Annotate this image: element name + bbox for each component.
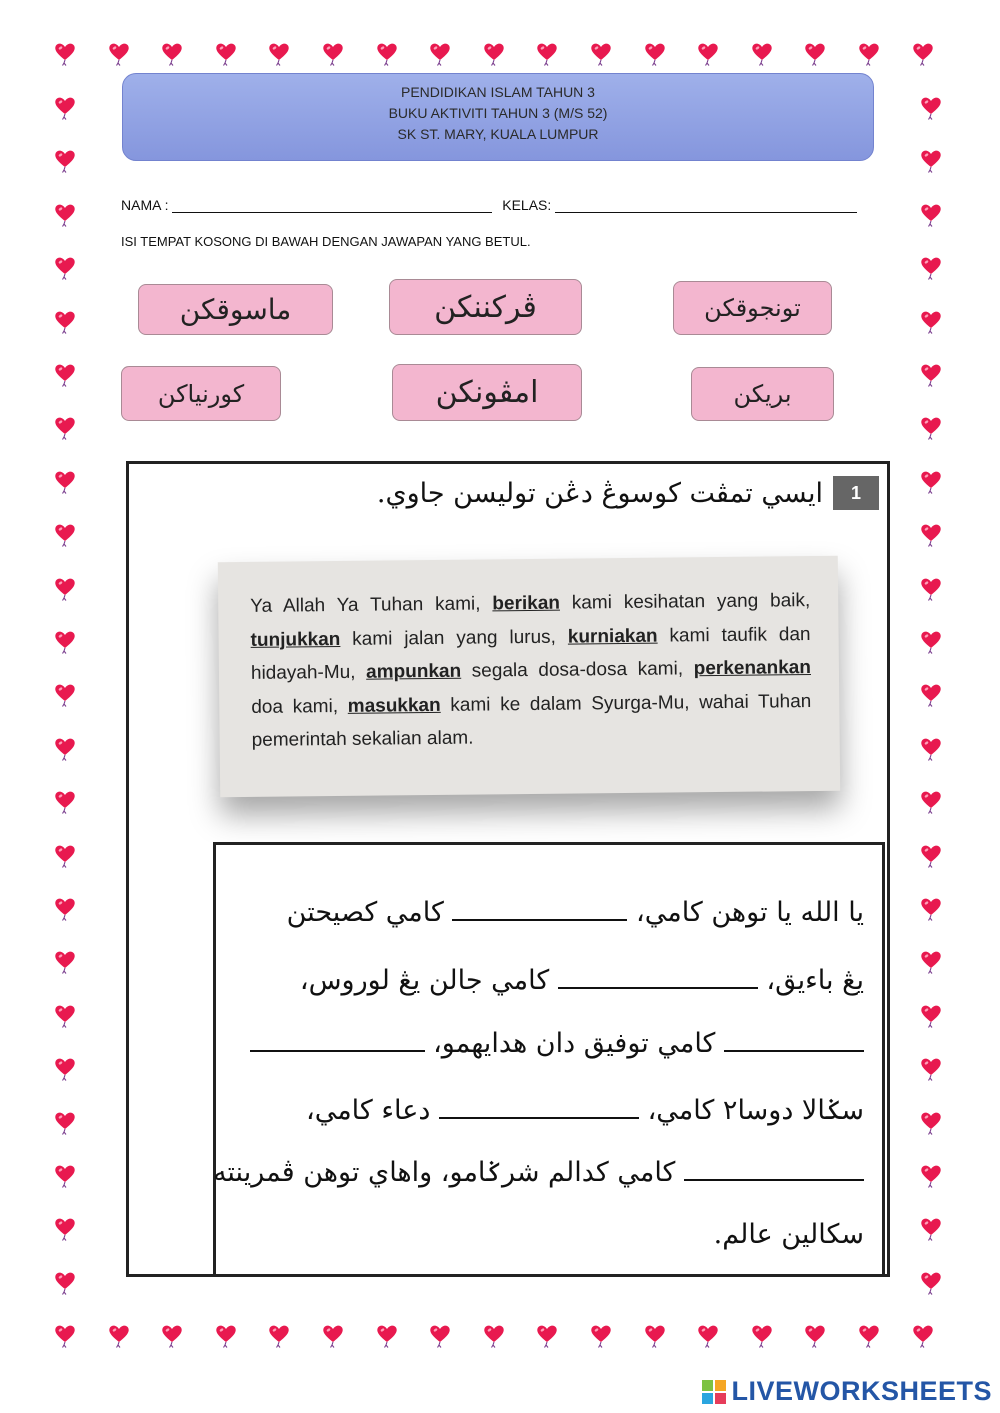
heart-icon: [52, 521, 78, 547]
question-header: [377, 476, 879, 510]
heart-icon: [910, 40, 936, 66]
prayer-segment: kami jalan yang lurus,: [340, 626, 568, 650]
name-row: [121, 197, 857, 213]
heart-icon: [918, 681, 944, 707]
heart-icon: [52, 842, 78, 868]
heart-icon: [213, 1322, 239, 1348]
heart-icon: [642, 40, 668, 66]
word-option[interactable]: كورنياكن: [121, 366, 281, 421]
answer-line-4: [230, 1095, 864, 1126]
name-label: NAMA :: [121, 197, 169, 213]
class-input[interactable]: [555, 198, 857, 213]
heart-icon: [918, 1055, 944, 1081]
heart-icon: [918, 1269, 944, 1295]
heart-icon: [802, 1322, 828, 1348]
liveworksheets-logo[interactable]: [701, 1376, 992, 1407]
heart-icon: [695, 1322, 721, 1348]
prayer-segment: doa kami,: [251, 695, 348, 718]
prayer-segment: Ya Allah Ya Tuhan kami,: [250, 593, 493, 617]
brand-name: LIVEWORKSHEETS: [731, 1376, 992, 1406]
heart-icon: [213, 40, 239, 66]
prayer-text: [250, 584, 812, 757]
heart-icon: [159, 1322, 185, 1348]
heart-icon: [918, 842, 944, 868]
logo-icon: [701, 1379, 727, 1405]
heart-icon: [320, 1322, 346, 1348]
answer-blank[interactable]: [250, 1028, 425, 1052]
heart-icon: [52, 361, 78, 387]
line-text: يا الله يا توهن كامي،: [627, 897, 864, 928]
heart-icon: [52, 201, 78, 227]
question-number: 1: [833, 476, 879, 510]
heart-icon: [427, 40, 453, 66]
prayer-segment: kami taufik dan hidayah-Mu,: [250, 623, 811, 684]
heart-icon: [918, 575, 944, 601]
heart-icon: [918, 308, 944, 334]
heart-icon: [588, 40, 614, 66]
heart-icon: [918, 414, 944, 440]
heart-icon: [918, 468, 944, 494]
heart-icon: [52, 40, 78, 66]
header-subject: PENDIDIKAN ISLAM TAHUN 3: [401, 84, 595, 100]
heart-icon: [918, 1162, 944, 1188]
heart-icon: [52, 1055, 78, 1081]
heart-icon: [52, 1322, 78, 1348]
answer-box: [213, 842, 885, 1277]
heart-icon: [534, 40, 560, 66]
heart-icon: [802, 40, 828, 66]
heart-icon: [918, 1002, 944, 1028]
line-text: كامي توفيق دان هدايهمو،: [424, 1028, 724, 1059]
prayer-keyword: berikan: [492, 592, 561, 615]
question-title: ايسي تمڤت كوسوڠ دڠن توليسن جاوي.: [376, 477, 823, 509]
answer-line-5: [212, 1157, 864, 1188]
answer-line-3: [230, 1028, 864, 1059]
heart-icon: [918, 735, 944, 761]
heart-icon: [918, 361, 944, 387]
prayer-segment: segala dosa-dosa kami,: [461, 658, 694, 682]
answer-line-6: [230, 1219, 864, 1250]
instruction: ISI TEMPAT KOSONG DI BAWAH DENGAN JAWAPAN YANG BETUL.: [121, 234, 531, 249]
line-text: سݢالا دوسا٢ كامي،: [638, 1095, 864, 1126]
heart-icon: [52, 895, 78, 921]
header-book: BUKU AKTIVITI TAHUN 3 (M/S 52): [388, 105, 608, 121]
heart-icon: [918, 1215, 944, 1241]
heart-icon: [52, 681, 78, 707]
line-text: كامي جالن يڠ لوروس،: [299, 965, 558, 996]
heart-icon: [918, 147, 944, 173]
word-option[interactable]: بريكن: [691, 367, 834, 421]
prayer-segment: kami ke dalam Syurga-Mu, wahai Tuhan pemerintah sekalian alam.: [251, 690, 812, 751]
heart-icon: [695, 40, 721, 66]
heart-icon: [918, 628, 944, 654]
header-school: SK ST. MARY, KUALA LUMPUR: [397, 126, 599, 142]
prayer-keyword: masukkan: [347, 694, 441, 717]
answer-blank[interactable]: [724, 1028, 864, 1052]
heart-icon: [52, 1109, 78, 1135]
heart-icon: [52, 1269, 78, 1295]
heart-icon: [918, 201, 944, 227]
prayer-segment: kami kesihatan yang baik,: [559, 590, 811, 614]
prayer-keyword: perkenankan: [693, 657, 812, 680]
prayer-keyword: ampunkan: [366, 660, 462, 683]
activity-photo: [126, 461, 890, 1277]
heart-icon: [52, 308, 78, 334]
heart-icon: [52, 948, 78, 974]
heart-icon: [856, 1322, 882, 1348]
heart-icon: [534, 1322, 560, 1348]
heart-icon: [918, 895, 944, 921]
heart-icon: [52, 1215, 78, 1241]
heart-icon: [52, 468, 78, 494]
answer-line-1: [230, 897, 864, 928]
prayer-keyword: kurniakan: [567, 625, 658, 648]
heart-icon: [52, 1162, 78, 1188]
line-text: سكالين عالم.: [713, 1219, 864, 1250]
heart-icon: [52, 1002, 78, 1028]
heart-icon: [918, 1109, 944, 1135]
heart-icon: [481, 1322, 507, 1348]
heart-icon: [374, 40, 400, 66]
heart-icon: [52, 414, 78, 440]
heart-icon: [52, 254, 78, 280]
heart-icon: [749, 40, 775, 66]
heart-icon: [427, 1322, 453, 1348]
prayer-paper: [218, 556, 840, 797]
word-option[interactable]: تونجوقكن: [673, 281, 832, 335]
heart-icon: [749, 1322, 775, 1348]
heart-icon: [481, 40, 507, 66]
word-option[interactable]: امڤونكن: [392, 364, 582, 421]
line-text: كامي كصيحتن: [286, 897, 453, 928]
heart-icon: [266, 1322, 292, 1348]
heart-icon: [918, 948, 944, 974]
answer-blank[interactable]: [452, 897, 627, 921]
heart-icon: [918, 521, 944, 547]
heart-icon: [52, 628, 78, 654]
heart-icon: [52, 575, 78, 601]
heart-icon: [159, 40, 185, 66]
header-box: [122, 73, 874, 161]
heart-icon: [642, 1322, 668, 1348]
heart-icon: [52, 735, 78, 761]
heart-icon: [52, 788, 78, 814]
answer-blank[interactable]: [558, 965, 758, 989]
heart-icon: [52, 94, 78, 120]
heart-icon: [106, 1322, 132, 1348]
heart-icon: [918, 254, 944, 280]
name-input[interactable]: [172, 198, 492, 213]
answer-blank[interactable]: [439, 1095, 639, 1119]
class-label: KELAS:: [502, 197, 552, 213]
heart-icon: [374, 1322, 400, 1348]
heart-icon: [320, 40, 346, 66]
line-text: دعاء كامي،: [306, 1095, 439, 1126]
prayer-keyword: tunjukkan: [250, 628, 341, 651]
heart-icon: [918, 94, 944, 120]
heart-icon: [106, 40, 132, 66]
heart-icon: [918, 788, 944, 814]
heart-icon: [856, 40, 882, 66]
heart-icon: [52, 147, 78, 173]
word-option[interactable]: ماسوقكن: [138, 284, 333, 335]
line-text: يڠ باءيق،: [757, 965, 864, 996]
answer-blank[interactable]: [684, 1157, 864, 1181]
answer-line-2: [230, 965, 864, 996]
heart-icon: [910, 1322, 936, 1348]
heart-icon: [266, 40, 292, 66]
heart-icon: [588, 1322, 614, 1348]
line-text: كامي كدالم شرݢامو، واهاي توهن ڤمرينته: [212, 1157, 684, 1188]
word-option[interactable]: ڤركننكن: [389, 279, 582, 335]
